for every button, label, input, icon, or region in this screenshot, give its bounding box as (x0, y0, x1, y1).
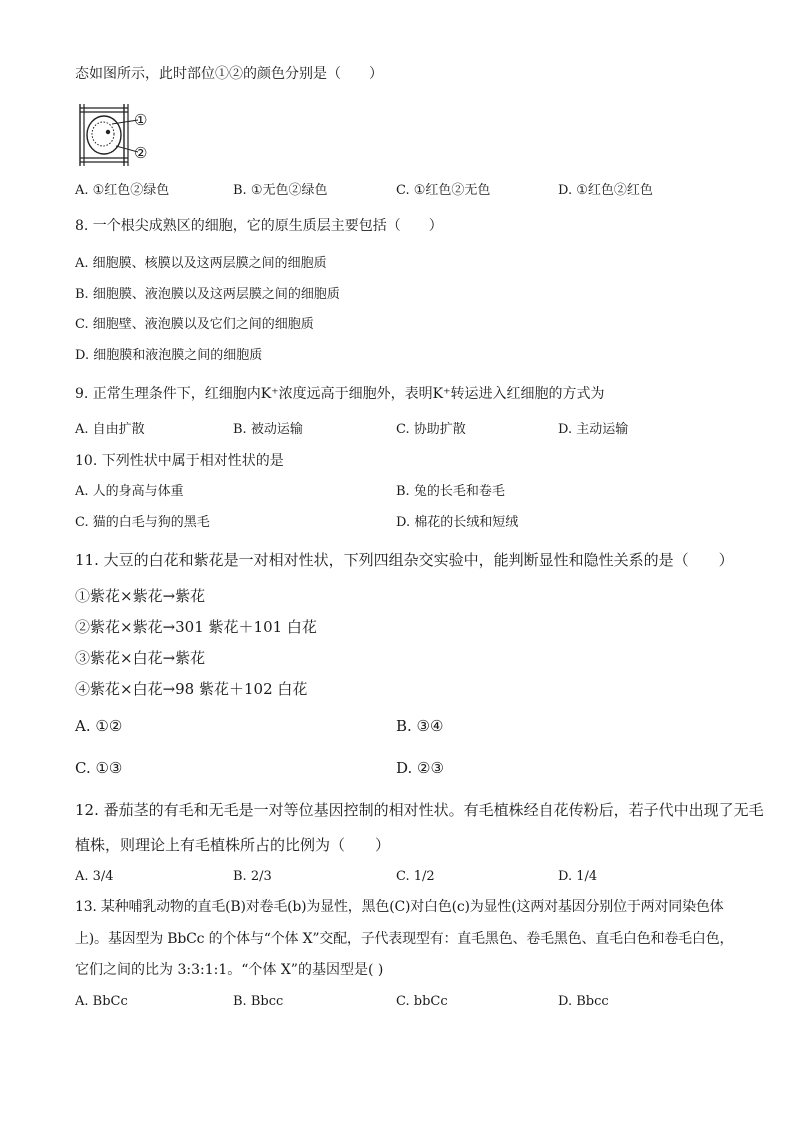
q11-option-d: D. ②③ (396, 759, 444, 777)
q11-option-a: A. ①② (75, 717, 123, 735)
q13-stem-line-1: 13. 某种哺乳动物的直毛(B)对卷毛(b)为显性，黑色(C)对白色(c)为显性(这两对基因分别位于两对同染色体 (75, 899, 724, 915)
q11-item-1: ①紫花×紫花→紫花 (75, 587, 206, 605)
q9-option-c: C. 协助扩散 (396, 422, 466, 437)
q8-option-a: A. 细胞膜、核膜以及这两层膜之间的细胞质 (75, 256, 327, 271)
cell-diagram (72, 102, 162, 168)
q8-stem: 8. 一个根尖成熟区的细胞，它的原生质层主要包括（ ） (75, 218, 443, 234)
q13-option-b: B. Bbcc (233, 994, 284, 1009)
q8-option-d: D. 细胞膜和液泡膜之间的细胞质 (75, 348, 263, 363)
q12-stem-line-2: 植株，则理论上有毛植株所占的比例为（ ） (75, 836, 391, 854)
q11-item-3: ③紫花×白花→紫花 (75, 649, 206, 667)
fig-label-2: ② (134, 144, 148, 162)
q7-option-b: B. ①无色②绿色 (233, 183, 328, 198)
q9-stem: 9. 正常生理条件下，红细胞内K⁺浓度远高于细胞外，表明K⁺转运进入红细胞的方式为 (75, 386, 605, 402)
q7-option-c: C. ①红色②无色 (396, 183, 491, 198)
q12-option-b: B. 2/3 (233, 869, 272, 884)
q12-option-a: A. 3/4 (75, 869, 114, 884)
q11-item-2: ②紫花×紫花→301 紫花＋101 白花 (75, 618, 317, 636)
q8-option-b: B. 细胞膜、液泡膜以及这两层膜之间的细胞质 (75, 287, 340, 302)
q12-stem-line-1: 12. 番茄茎的有毛和无毛是一对等位基因控制的相对性状。有毛植株经自花传粉后，若子代中出现了无毛 (75, 801, 764, 819)
fig-label-1: ① (134, 111, 148, 129)
q13-stem-line-2: 上)。基因型为 BbCc 的个体与“个体 X”交配，子代表现型有：直毛黑色、卷毛黑色、直毛白色和卷毛白色， (75, 931, 734, 947)
q11-stem: 11. 大豆的白花和紫花是一对相对性状，下列四组杂交实验中，能判断显性和隐性关系的是（ ） (75, 551, 734, 569)
q7-option-d: D. ①红色②红色 (558, 183, 653, 198)
q12-option-c: C. 1/2 (396, 869, 435, 884)
q7-option-a: A. ①红色②绿色 (75, 183, 170, 198)
q7-stem: 态如图所示，此时部位①②的颜色分别是（ ） (75, 66, 383, 82)
q9-option-d: D. 主动运输 (558, 422, 629, 437)
q13-option-a: A. BbCc (75, 994, 128, 1009)
q12-option-d: D. 1/4 (558, 869, 598, 884)
q11-item-4: ④紫花×白花→98 紫花＋102 白花 (75, 680, 308, 698)
q10-option-c: C. 猫的白毛与狗的黑毛 (75, 515, 210, 530)
q10-option-b: B. 兔的长毛和卷毛 (396, 484, 505, 499)
q8-option-c: C. 细胞壁、液泡膜以及它们之间的细胞质 (75, 317, 314, 332)
q11-option-c: C. ①③ (75, 759, 123, 777)
q9-option-a: A. 自由扩散 (75, 422, 145, 437)
q13-stem-line-3: 它们之间的比为 3:3:1:1。“个体 X”的基因型是( ) (75, 962, 384, 978)
q10-stem: 10. 下列性状中属于相对性状的是 (75, 453, 284, 469)
q9-option-b: B. 被动运输 (233, 422, 303, 437)
q10-option-d: D. 棉花的长绒和短绒 (396, 515, 519, 530)
q13-option-d: D. Bbcc (558, 994, 609, 1009)
q11-option-b: B. ③④ (396, 717, 444, 735)
q13-option-c: C. bbCc (396, 994, 448, 1009)
q10-option-a: A. 人的身高与体重 (75, 484, 184, 499)
